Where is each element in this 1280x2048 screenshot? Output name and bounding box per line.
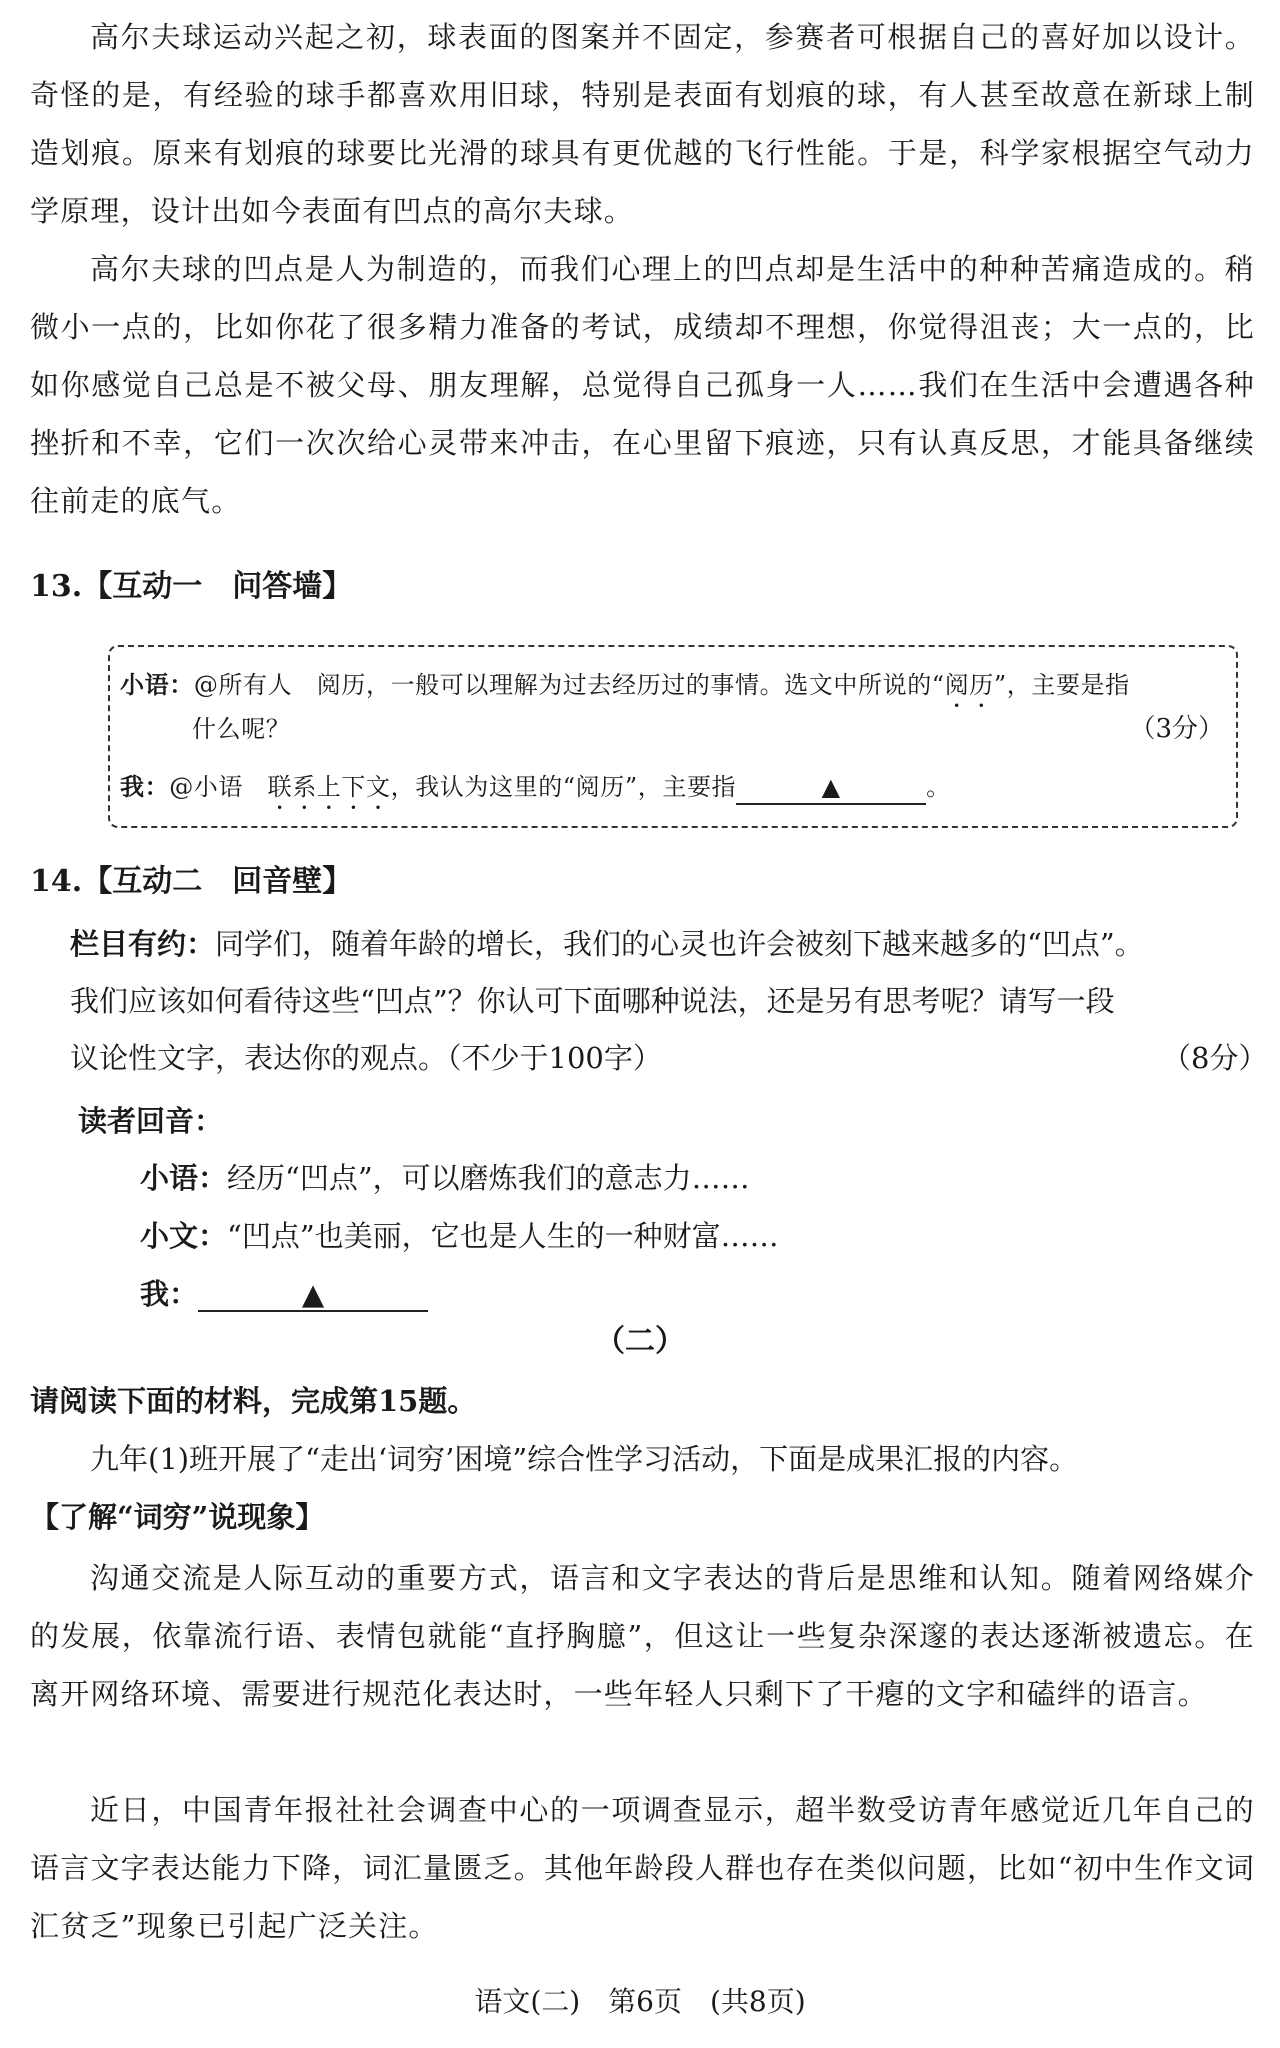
q14-answer-blank[interactable]: ▲ — [198, 1278, 428, 1312]
xiaoyu-question — [120, 665, 1130, 713]
xiaoyu-echo-text: 经历“凹点”，可以磨炼我们的意志力…… — [227, 1161, 750, 1195]
question-13-heading: 13.【互动一 问答墙】 — [30, 569, 353, 604]
reader-echo-label: 读者回音： — [78, 1104, 224, 1138]
me-text-c: 。 — [926, 773, 951, 801]
question-14-score: （8分） — [1162, 1041, 1268, 1075]
section-two-instruction: 请阅读下面的材料，完成第15题。 — [30, 1384, 477, 1418]
page-footer: 语文(二) 第6页 (共8页) — [474, 1985, 806, 2018]
sub-heading-cipong: 【了解“词穷”说现象】 — [30, 1500, 325, 1534]
me-answer-line — [120, 767, 951, 815]
question-13-score: （3分） — [1129, 714, 1224, 744]
xiaowen-echo-label: 小文： — [140, 1219, 228, 1253]
me-echo-line — [140, 1268, 428, 1320]
xiaoyu-echo-label: 小语： — [140, 1161, 228, 1195]
xiaoyu-text-a: @所有人 阅历，一般可以理解为过去经历过的事情。选文中所说的“ — [193, 671, 945, 699]
question-14-heading: 14.【互动二 回音壁】 — [30, 864, 353, 899]
xiaowen-echo-line — [140, 1210, 779, 1262]
xiaoyu-echo-line — [140, 1152, 750, 1204]
xiaowen-echo-text: “凹点”也美丽，它也是人生的一种财富…… — [227, 1219, 779, 1253]
xiaoyu-label: 小语： — [120, 670, 194, 699]
me-text-b: ，我认为这里的“阅历”，主要指 — [390, 773, 737, 801]
q14-prompt-line-1 — [70, 918, 1144, 970]
xiaoyu-dotted-term: 阅历 — [944, 671, 994, 699]
passage-paragraph-1: 高尔夫球运动兴起之初，球表面的图案并不固定，参赛者可根据自己的喜好加以设计。奇怪的是，有经验的球手都喜欢用旧球，特别是表面有划痕的球，有人甚至故意在新球上制造划痕。原来有划痕的球要比光滑的球具有更优越的飞行性能。于是，科学家根据空气动力学原理，设计出如今表面有凹点的高尔夫球。 — [30, 20, 1255, 228]
q14-prompt-label: 栏目有约： — [70, 927, 216, 961]
me-text-a: @小语 — [169, 773, 268, 801]
q14-prompt-text-1: 同学们，随着年龄的增长，我们的心灵也许会被刻下越来越多的“凹点”。 — [215, 927, 1144, 961]
material-paragraph-1: 沟通交流是人际互动的重要方式，语言和文字表达的背后是思维和认知。随着网络媒介的发展，依靠流行语、表情包就能“直抒胸臆”，但这让一些复杂深邃的表达逐渐被遗忘。在离开网络环境、需要进行规范化表达时，一些年轻人只剩下了干瘪的文字和磕绊的语言。 — [30, 1561, 1255, 1711]
material-paragraph-2: 近日，中国青年报社社会调查中心的一项调查显示，超半数受访青年感觉近几年自己的语言文字表达能力下降，词汇量匮乏。其他年龄段人群也存在类似问题，比如“初中生作文词汇贫乏”现象已引起广泛关注。 — [30, 1793, 1255, 1943]
me-dotted-term: 联系上下文 — [267, 773, 391, 801]
xiaoyu-question-cont: 什么呢？ — [192, 715, 291, 743]
xiaoyu-text-b: ”，主要是指 — [993, 671, 1130, 699]
me-echo-label: 我： — [140, 1277, 199, 1311]
activity-intro: 九年(1)班开展了“走出‘词穷’困境”综合性学习活动，下面是成果汇报的内容。 — [90, 1442, 1079, 1476]
section-two-title: （二） — [595, 1324, 685, 1359]
qa-wall-box — [108, 645, 1238, 828]
q13-answer-blank[interactable]: ▲ — [736, 771, 926, 805]
q14-prompt-line-3: 议论性文字，表达你的观点。（不少于100字） — [70, 1041, 662, 1075]
me-label: 我： — [120, 772, 170, 801]
passage-paragraph-2: 高尔夫球的凹点是人为制造的，而我们心理上的凹点却是生活中的种种苦痛造成的。稍微小一点的，比如你花了很多精力准备的考试，成绩却不理想，你觉得沮丧；大一点的，比如你感觉自己总是不被父母、朋友理解，总觉得自己孤身一人……我们在生活中会遭遇各种挫折和不幸，它们一次次给心灵带来冲击，在心里留下痕迹，只有认真反思，才能具备继续往前走的底气。 — [30, 252, 1255, 518]
q14-prompt-line-2: 我们应该如何看待这些“凹点”？你认可下面哪种说法，还是另有思考呢？请写一段 — [70, 984, 1115, 1018]
